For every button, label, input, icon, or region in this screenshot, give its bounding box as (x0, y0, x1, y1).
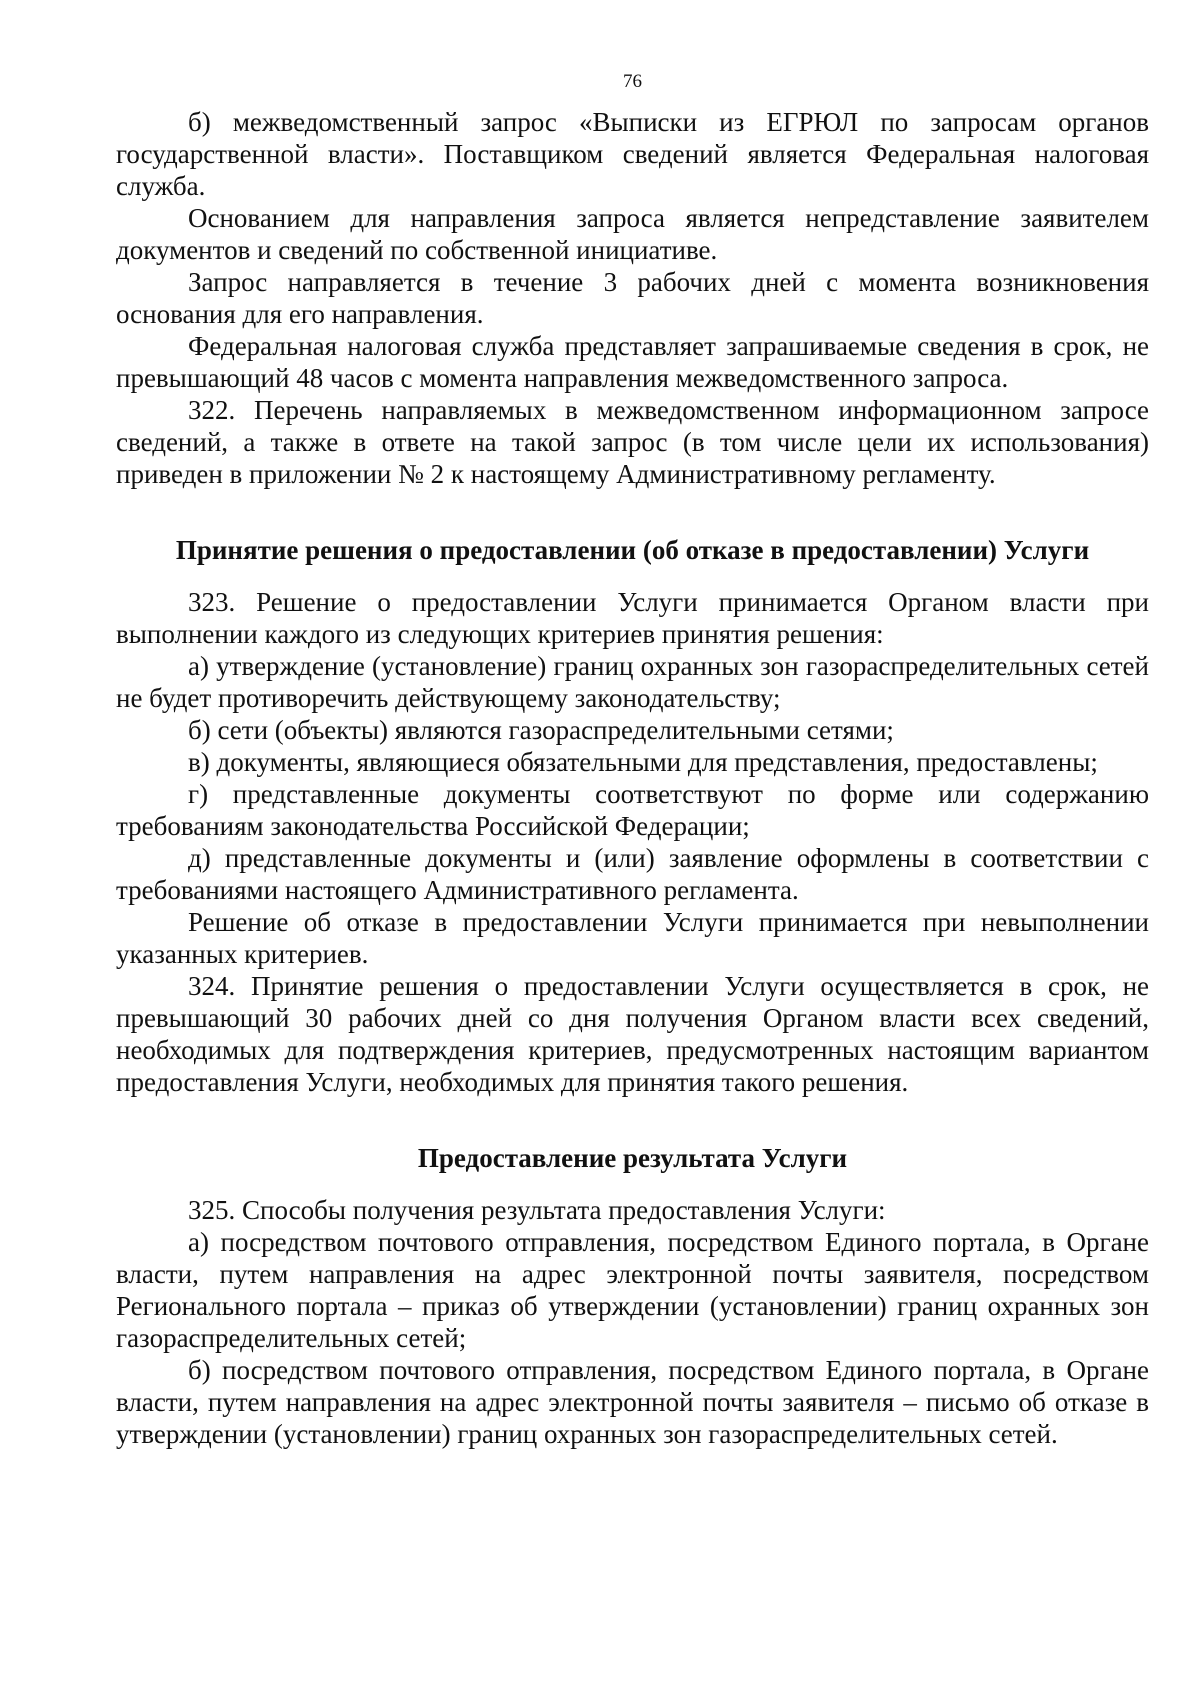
paragraph-request-grounds: Основанием для направления запроса является непредставление заявителем документов и сведений по собственной инициативе. (116, 203, 1149, 265)
paragraph-result-method-b: б) посредством почтового отправления, посредством Единого портала, в Органе власти, путем направления на адрес электронной почты заявителя – письмо об отказе в утверждении (установлении) границ охранных зон газораспределительных сетей. (116, 1355, 1149, 1449)
section-interagency-request (116, 106, 1149, 490)
paragraph-result-method-a: а) посредством почтового отправления, посредством Единого портала, в Органе власти, путем направления на адрес электронной почты заявителя, посредством Регионального портала – приказ об утверждении (установлении) границ охранных зон газораспределительных сетей; (116, 1227, 1149, 1353)
paragraph-criterion-b: б) сети (объекты) являются газораспределительными сетями; (188, 715, 894, 745)
paragraph-refusal-decision: Решение об отказе в предоставлении Услуги принимается при невыполнении указанных критериев. (116, 907, 1149, 969)
heading-decision: Принятие решения о предоставлении (об отказе в предоставлении) Услуги (175, 535, 1090, 565)
paragraph-request-timing: Запрос направляется в течение 3 рабочих дней с момента возникновения основания для его направления. (116, 267, 1149, 329)
paragraph-324: 324. Принятие решения о предоставлении Услуги осуществляется в срок, не превышающий 30 рабочих дней со дня получения Органом власти всех сведений, необходимых для подтверждения критериев, предусмотренных настоящим вариантом предоставления Услуги, необходимых для принятия такого решения. (116, 971, 1149, 1097)
paragraph-tax-service-deadline: Федеральная налоговая служба представляет запрашиваемые сведения в срок, не превышающий 48 часов с момента направления межведомственного запроса. (116, 331, 1149, 393)
paragraph-323: 323. Решение о предоставлении Услуги принимается Органом власти при выполнении каждого из следующих критериев принятия решения: (116, 587, 1149, 649)
section-result-provision (116, 1194, 1149, 1450)
paragraph-322: 322. Перечень направляемых в межведомственном информационном запросе сведений, а также в ответе на такой запрос (в том числе цели их использования) приведен в приложении № 2 к настоящему Административному регламенту. (116, 395, 1149, 489)
document-page (116, 70, 1149, 1450)
paragraph-criterion-v: в) документы, являющиеся обязательными для представления, предоставлены; (188, 747, 1098, 777)
paragraph-criterion-d: д) представленные документы и (или) заявление оформлены в соответствии с требованиями настоящего Административного регламента. (116, 843, 1149, 905)
section-decision (116, 586, 1149, 1098)
paragraph-criterion-a: а) утверждение (установление) границ охранных зон газораспределительных сетей не будет противоречить действующему законодательству; (116, 651, 1149, 713)
paragraph-egrul-request: б) межведомственный запрос «Выписки из ЕГРЮЛ по запросам органов государственной власти». Поставщиком сведений является Федеральная налоговая служба. (116, 107, 1149, 201)
page-number: 76 (623, 71, 642, 92)
paragraph-325: 325. Способы получения результата предоставления Услуги: (188, 1195, 886, 1225)
heading-result-provision: Предоставление результата Услуги (417, 1143, 848, 1173)
paragraph-criterion-g: г) представленные документы соответствуют по форме или содержанию требованиям законодательства Российской Федерации; (116, 779, 1149, 841)
